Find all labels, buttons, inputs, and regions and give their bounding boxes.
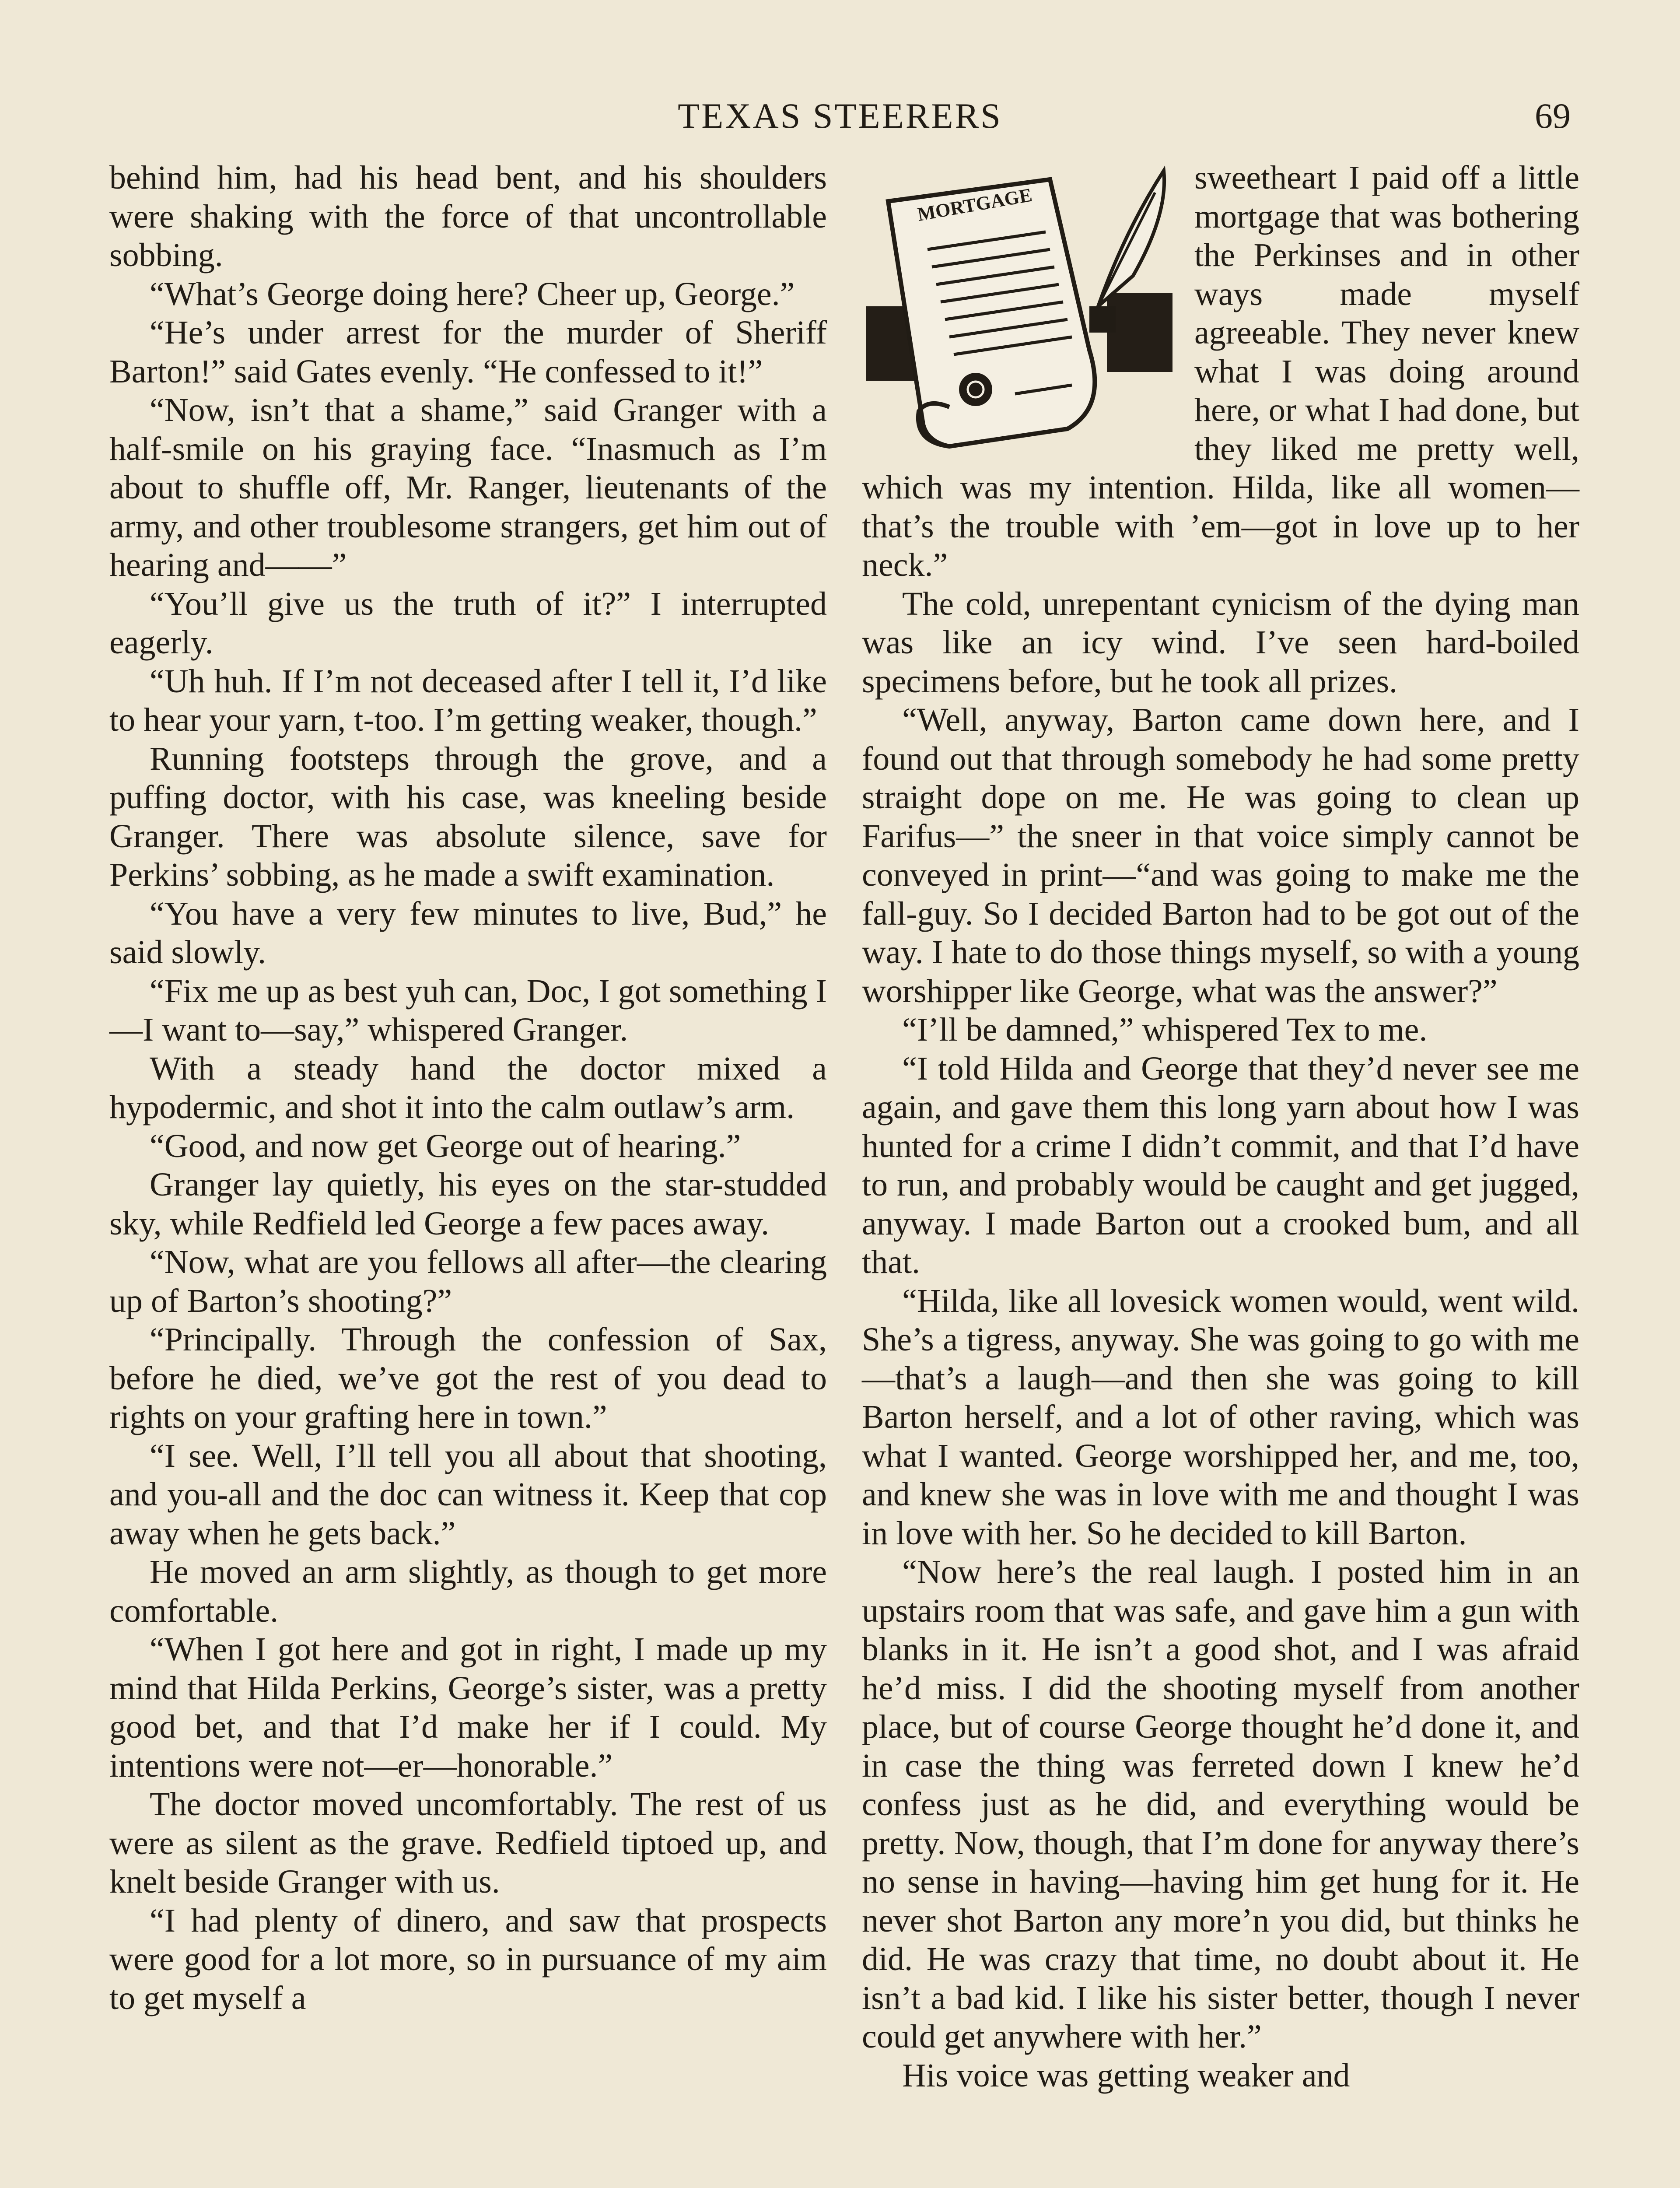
paragraph: “You have a very few minutes to live, Bud,” he said slowly. [109, 895, 827, 971]
mortgage-illustration [862, 162, 1177, 451]
paragraph: “When I got here and got in right, I made up my mind that Hilda Perkins, George’s sister, was a pretty good bet, and that I’d make her if I could. My intentions were not—er—honorable.” [109, 1631, 827, 1784]
paragraph: The doctor moved uncomfortably. The rest of us were as silent as the grave. Redfield tiptoed up, and knelt beside Granger with us. [109, 1786, 827, 1900]
paragraph: “Now, isn’t that a shame,” said Granger with a half-smile on his graying face. “Inasmuch as I’m about to shuffle off, Mr. Ranger, lieutenants of the army, and other troublesome strangers, get him out of hearing and——” [109, 392, 827, 583]
ground-shadow-right [1107, 293, 1172, 372]
page-number: 69 [1535, 96, 1571, 136]
paragraph: His voice was getting weaker and [902, 2057, 1350, 2094]
paragraph: “I’ll be damned,” whispered Tex to me. [902, 1011, 1428, 1048]
paragraph: “Well, anyway, Barton came down here, and I found out that through somebody he had some pretty straight dope on me. He was going to clean up Farifus—” the sneer in that voice simply cannot be conveyed in print—“and was going to make me the fall-guy. So I decided Barton had to be got out of the way. I hate to do those things myself, so with a young worshipper like George, what was the answer?” [862, 701, 1579, 1010]
running-title: TEXAS STEERERS [678, 96, 1002, 136]
paragraph: “What’s George doing here? Cheer up, George.” [150, 275, 795, 312]
paragraph: Granger lay quietly, his eyes on the star-studded sky, while Redfield led George a few paces away. [109, 1166, 827, 1242]
right-text-column [862, 158, 1579, 2095]
mortgage-label: MORTGAGE [916, 184, 1034, 225]
paragraph: He moved an arm slightly, as though to get more comfortable. [109, 1553, 827, 1629]
mortgage-document-icon [862, 162, 1177, 451]
paragraph: “You’ll give us the truth of it?” I interrupted eagerly. [109, 585, 827, 661]
paragraph: “Now, what are you fellows all after—the clearing up of Barton’s shooting?” [109, 1244, 827, 1319]
paragraph: sweetheart I paid off a little mortgage that was bothering the Perkinses and in other ways made myself agreeable. They never knew what I was doing around here, or what I had done, but they liked me pretty well, which was my intention. Hilda, like all women—that’s the trouble with ’em—got in love up to her neck.” [862, 159, 1579, 583]
paragraph: “Fix me up as best yuh can, Doc, I got something I—I want to—say,” whispered Granger. [109, 972, 827, 1048]
paragraph: “I had plenty of dinero, and saw that prospects were good for a lot more, so in pursuance of my aim to get myself a [109, 1902, 827, 2016]
paragraph: “I see. Well, I’ll tell you all about that shooting, and you-all and the doc can witness it. Keep that cop away when he gets back.” [109, 1437, 827, 1552]
seal-icon [959, 373, 992, 406]
paragraph: behind him, had his head bent, and his shoulders were shaking with the force of that uncontrollable sobbing. [109, 159, 827, 274]
left-text-column [109, 158, 827, 2017]
paragraph: The cold, unrepentant cynicism of the dying man was like an icy wind. I’ve seen hard-boiled specimens before, but he took all prizes. [862, 585, 1579, 700]
paragraph: “Uh huh. If I’m not deceased after I tell it, I’d like to hear your yarn, t-too. I’m getting weaker, though.” [109, 663, 827, 738]
paragraph: Running footsteps through the grove, and a puffing doctor, with his case, was kneeling beside Granger. There was absolute silence, save for Perkins’ sobbing, as he made a swift examination. [109, 740, 827, 893]
inkwell-icon [1089, 306, 1116, 333]
paragraph: “Now here’s the real laugh. I posted him in an upstairs room that was safe, and gave him a gun with blanks in it. He isn’t a good shot, and I was afraid he’d miss. I did the shooting myself from another place, but of course George thought he’d done it, and in case the thing was ferreted down I knew he’d confess just as he did, and everything would be pretty. Now, though, that I’m done for anyway there’s no sense in having—having him get hung for it. He never shot Barton any more’n you did, but thinks he did. He was crazy that time, no doubt about it. He isn’t a bad kid. I like his sister better, though I never could get anywhere with her.” [862, 1553, 1579, 2055]
paragraph: With a steady hand the doctor mixed a hypodermic, and shot it into the calm outlaw’s arm. [109, 1050, 827, 1126]
running-head [0, 95, 1680, 144]
paragraph: “Hilda, like all lovesick women would, went wild. She’s a tigress, anyway. She was going to go with me—that’s a laugh—and then she was going to kill Barton herself, and a lot of other raving, which was what I wanted. George worshipped her, and me, too, and knew she was in love with me and thought I was in love with her. So he decided to kill Barton. [862, 1282, 1579, 1552]
paragraph: “I told Hilda and George that they’d never see me again, and gave them this long yarn about how I was hunted for a crime I didn’t commit, and that I’d have to run, and probably would be caught and get jugged, anyway. I made Barton out a crooked bum, and all that. [862, 1050, 1579, 1280]
paragraph: “Principally. Through the confession of Sax, before he died, we’ve got the rest of you dead to rights on your grafting here in town.” [109, 1321, 827, 1435]
paragraph: “Good, and now get George out of hearing.” [150, 1127, 741, 1164]
paragraph: “He’s under arrest for the murder of Sheriff Barton!” said Gates evenly. “He confessed to it!” [109, 314, 827, 390]
